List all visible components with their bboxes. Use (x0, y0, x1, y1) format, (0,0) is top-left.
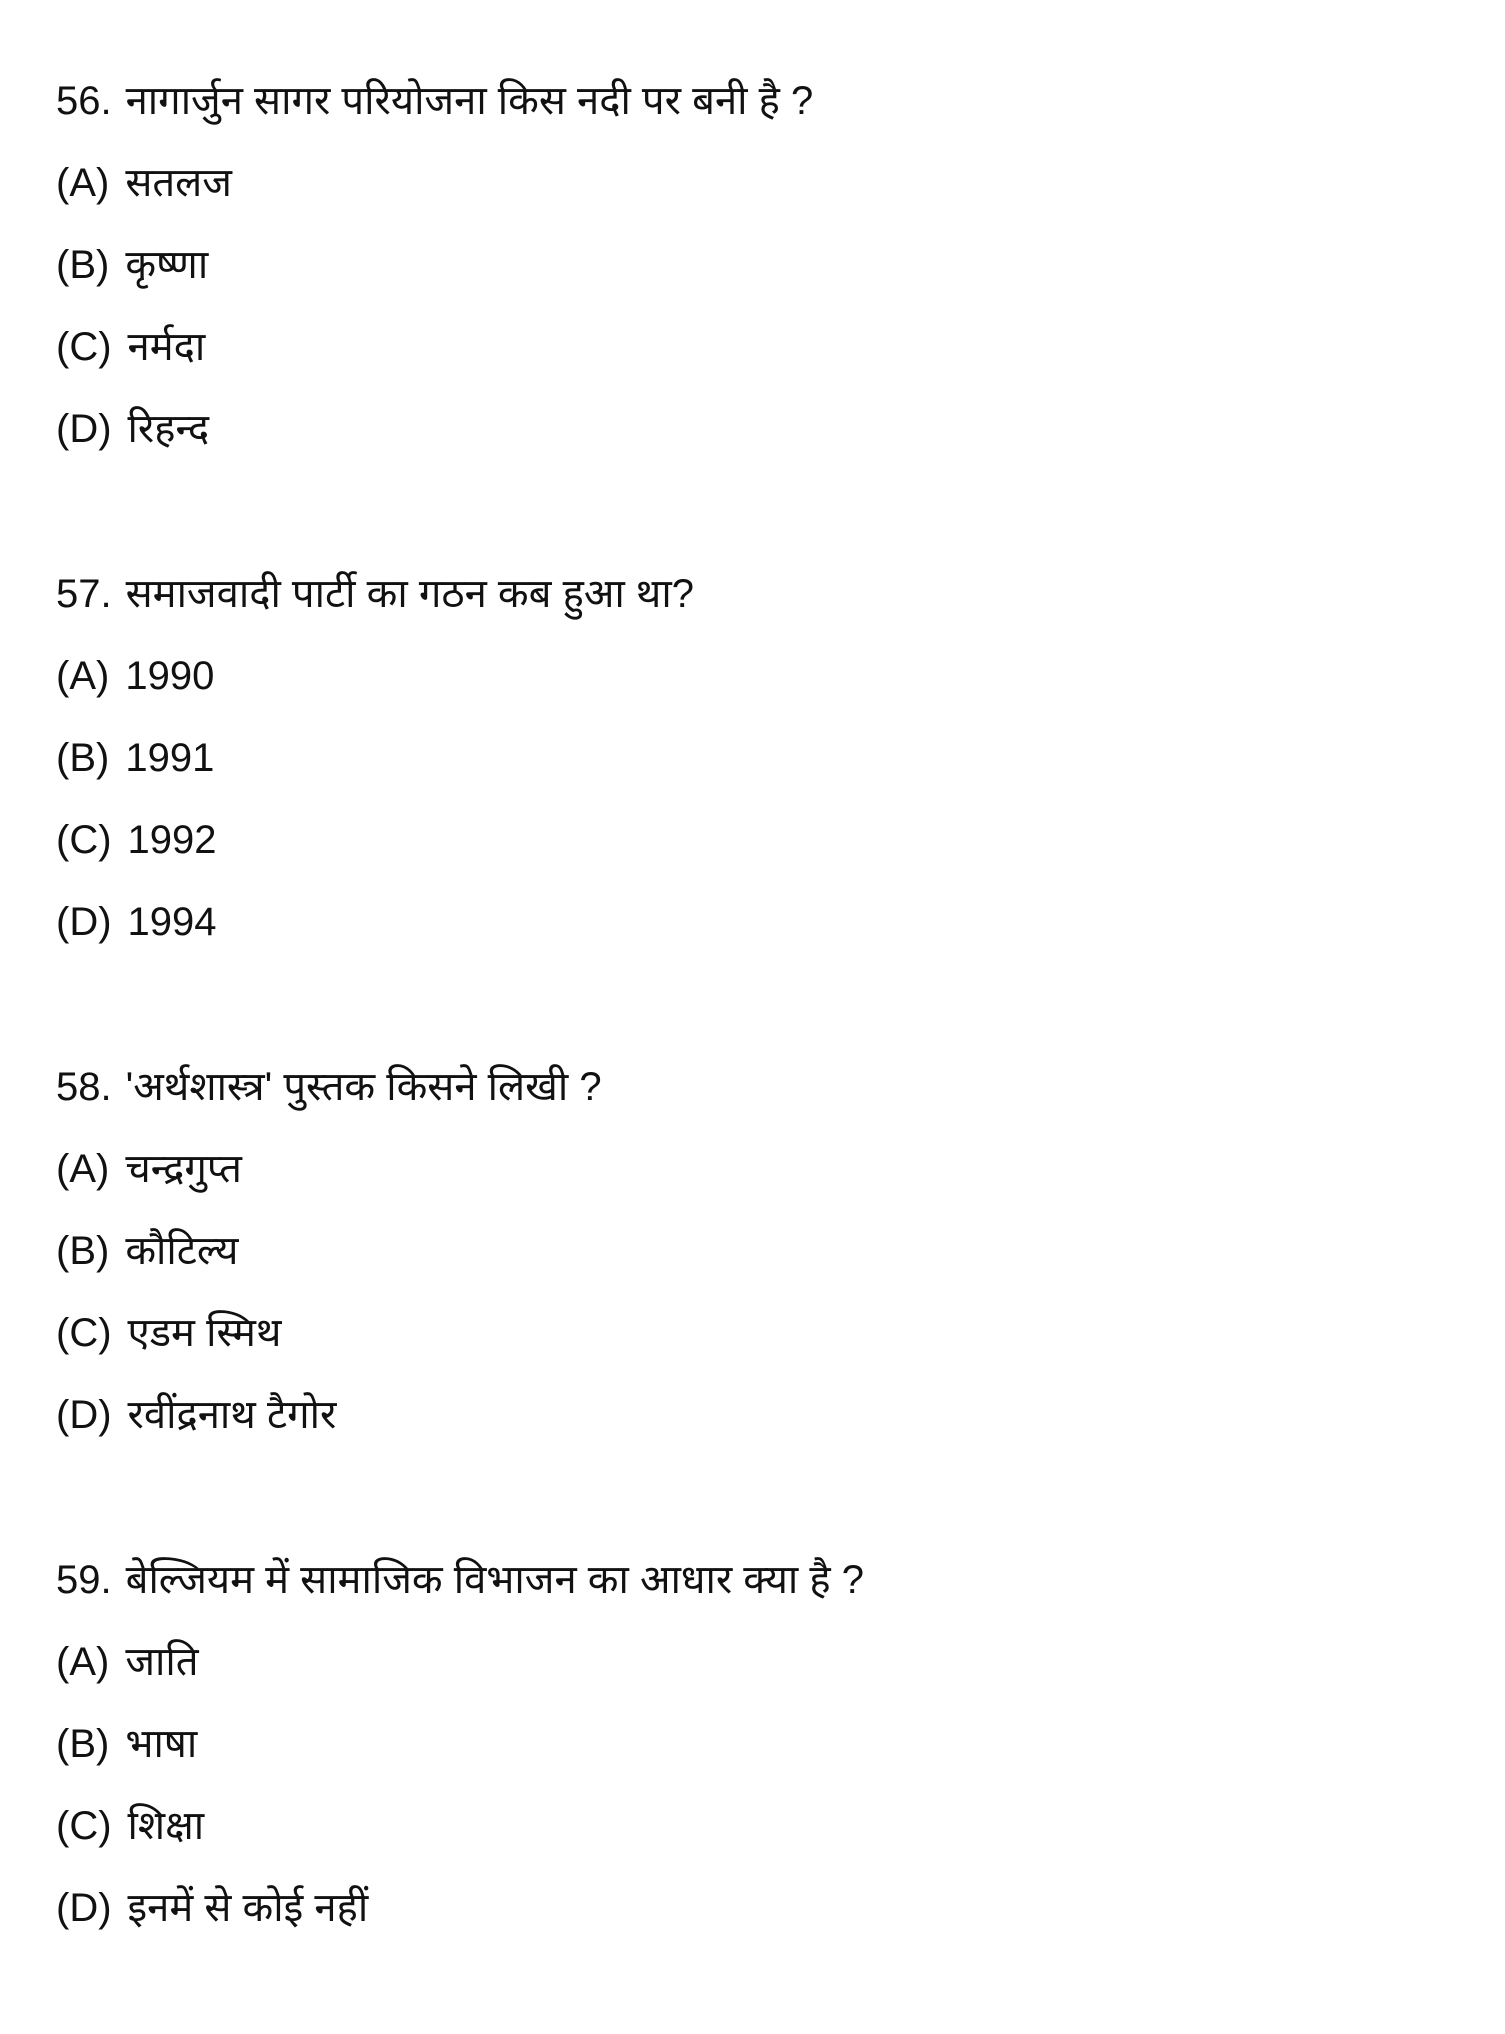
option-label: (A) (56, 1147, 110, 1191)
option-label: (A) (56, 1640, 110, 1684)
option-b[interactable] (56, 1703, 1456, 1785)
question-block (56, 1046, 1456, 1456)
option-d[interactable] (56, 388, 1456, 470)
option-label: (C) (56, 325, 112, 369)
question-text: नागार्जुन सागर परियोजना किस नदी पर बनी है ? (125, 79, 814, 123)
option-text: जाति (125, 1640, 199, 1684)
option-label: (A) (56, 161, 110, 205)
option-label: (D) (56, 407, 112, 451)
question-text: बेल्जियम में सामाजिक विभाजन का आधार क्या है ? (125, 1558, 864, 1602)
question-block (56, 553, 1456, 963)
option-d[interactable] (56, 1374, 1456, 1456)
question-line (56, 60, 1456, 142)
option-text: 1991 (125, 736, 215, 780)
question-number: 59. (56, 1558, 112, 1602)
question-text: समाजवादी पार्टी का गठन कब हुआ था? (125, 572, 694, 616)
question-line (56, 1539, 1456, 1621)
option-label: (A) (56, 654, 110, 698)
option-d[interactable] (56, 881, 1456, 963)
question-number: 56. (56, 79, 112, 123)
option-text: रवींद्रनाथ टैगोर (127, 1393, 337, 1437)
option-a[interactable] (56, 142, 1456, 224)
option-text: नर्मदा (127, 325, 206, 369)
option-text: 1994 (127, 900, 217, 944)
option-c[interactable] (56, 799, 1456, 881)
option-a[interactable] (56, 1128, 1456, 1210)
option-a[interactable] (56, 635, 1456, 717)
option-b[interactable] (56, 1210, 1456, 1292)
option-label: (B) (56, 736, 110, 780)
question-block (56, 60, 1456, 470)
option-b[interactable] (56, 717, 1456, 799)
option-text: कृष्णा (125, 243, 209, 287)
option-label: (B) (56, 243, 110, 287)
option-c[interactable] (56, 1292, 1456, 1374)
option-label: (C) (56, 818, 112, 862)
question-line (56, 553, 1456, 635)
option-c[interactable] (56, 1785, 1456, 1867)
question-line (56, 1046, 1456, 1128)
option-text: कौटिल्य (125, 1229, 239, 1273)
option-text: एडम स्मिथ (127, 1311, 282, 1355)
option-label: (C) (56, 1311, 112, 1355)
option-text: रिहन्द (127, 407, 210, 451)
question-number: 58. (56, 1065, 112, 1109)
option-text: इनमें से कोई नहीं (127, 1886, 369, 1930)
option-label: (D) (56, 1886, 112, 1930)
option-label: (D) (56, 900, 112, 944)
question-block (56, 1539, 1456, 1949)
option-text: सतलज (125, 161, 232, 205)
option-b[interactable] (56, 224, 1456, 306)
option-text: भाषा (125, 1722, 198, 1766)
option-c[interactable] (56, 306, 1456, 388)
option-label: (B) (56, 1229, 110, 1273)
option-d[interactable] (56, 1867, 1456, 1949)
option-label: (B) (56, 1722, 110, 1766)
option-label: (C) (56, 1804, 112, 1848)
option-a[interactable] (56, 1621, 1456, 1703)
option-text: चन्द्रगुप्त (125, 1147, 242, 1191)
option-text: 1990 (125, 654, 215, 698)
option-text: शिक्षा (127, 1804, 205, 1848)
option-text: 1992 (127, 818, 217, 862)
question-text: 'अर्थशास्त्र' पुस्तक किसने लिखी ? (125, 1065, 602, 1109)
question-number: 57. (56, 572, 112, 616)
option-label: (D) (56, 1393, 112, 1437)
